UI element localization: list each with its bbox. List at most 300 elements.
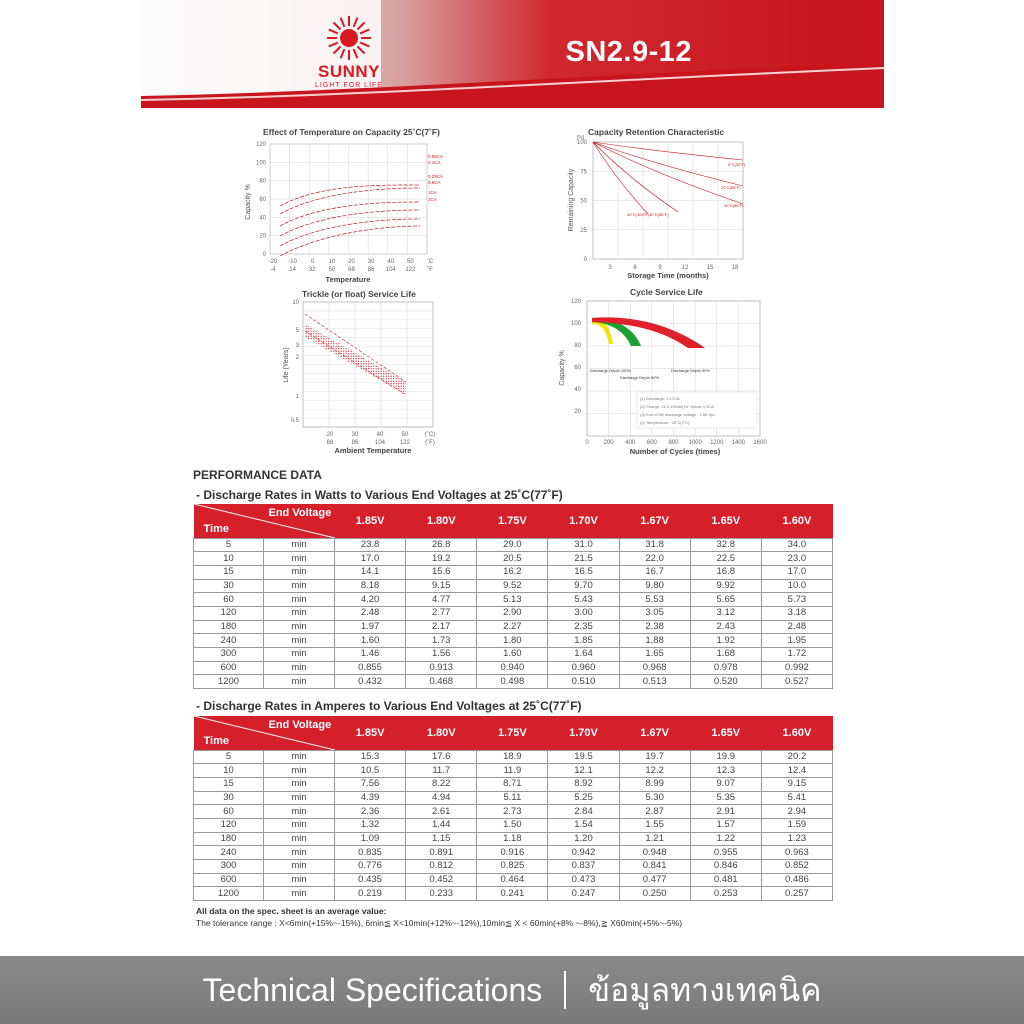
value-cell: 0.432 <box>335 675 406 689</box>
trickle-life-band <box>305 324 406 395</box>
column-header: 1.67V <box>640 514 669 527</box>
value-cell: 15.3 <box>335 750 406 764</box>
value-cell: 0.247 <box>548 887 619 901</box>
value-cell: 8.18 <box>335 579 406 593</box>
trickle-upper-line <box>305 314 406 382</box>
watts-table-title: - Discharge Rates in Watts to Various End Voltages at 25˚C(77˚F) <box>196 488 563 502</box>
column-header: 1.65V <box>711 514 741 527</box>
value-cell: 3.18 <box>761 606 832 620</box>
x-tick-label: 30 <box>367 259 375 265</box>
value-cell: 2.90 <box>477 606 548 620</box>
y-tick-label: 100 <box>570 321 581 327</box>
x-tick-label: 9 <box>658 265 662 271</box>
x-tick-label: 50 <box>401 432 409 438</box>
value-cell: 1.95 <box>761 634 832 648</box>
time-cell: 10 <box>194 552 264 566</box>
y-tick-label: 100 <box>576 140 587 146</box>
table-row <box>194 538 833 552</box>
value-cell: 0.510 <box>548 675 619 689</box>
temperature-xlabel: Temperature <box>325 275 371 284</box>
sunny-logo <box>301 8 397 98</box>
value-cell: 4.39 <box>335 791 406 805</box>
temperature-curve <box>280 210 420 236</box>
value-cell: 0.837 <box>548 860 619 874</box>
table-row <box>194 791 833 805</box>
x-tick-label: 6 <box>633 265 637 271</box>
value-cell: 5.11 <box>477 791 548 805</box>
cycle-ylabel: Capacity % <box>559 350 566 386</box>
temperature-series-label: 0.1CA <box>428 160 441 165</box>
characteristic-charts <box>240 120 780 465</box>
value-cell: 0.473 <box>548 873 619 887</box>
value-cell: 23.8 <box>335 538 406 552</box>
retention-series-label: 20˚C(68˚F) <box>721 185 741 190</box>
value-cell: 9.15 <box>406 579 477 593</box>
x-tick-label: -10 <box>288 259 297 265</box>
temperature-series-label: 1CA <box>428 190 437 195</box>
value-cell: 22.0 <box>619 552 690 566</box>
temperature-chart-title: Effect of Temperature on Capacity 25˚C(7˚F) <box>263 127 440 137</box>
value-cell: 0.435 <box>335 873 406 887</box>
table-row <box>194 552 833 566</box>
x-tick-label: 12 <box>681 265 689 271</box>
table-row <box>194 846 833 860</box>
time-label: Time <box>203 735 229 747</box>
unit-cell: min <box>264 887 335 901</box>
retention-curve <box>593 142 678 212</box>
value-cell: 0.250 <box>619 887 690 901</box>
value-cell: 17.0 <box>335 552 406 566</box>
value-cell: 2.61 <box>406 805 477 819</box>
x-tick-label: 1200 <box>710 440 724 446</box>
value-cell: 0.253 <box>690 887 761 901</box>
column-header: 1.60V <box>782 514 812 527</box>
table-row <box>194 887 833 901</box>
value-cell: 0.948 <box>619 846 690 860</box>
time-cell: 15 <box>194 777 264 791</box>
value-cell: 1.85 <box>548 634 619 648</box>
model-number: SN2.9-12 <box>565 36 692 68</box>
unit-cell: min <box>264 832 335 846</box>
time-cell: 240 <box>194 846 264 860</box>
value-cell: 5.13 <box>477 593 548 607</box>
x-tick-label: 40 <box>387 259 395 265</box>
value-cell: 1.57 <box>690 818 761 832</box>
y-tick-label: 40 <box>574 387 581 393</box>
value-cell: 5.30 <box>619 791 690 805</box>
retention-series-label: 30˚C(86˚F) <box>649 212 669 217</box>
value-cell: 0.835 <box>335 846 406 860</box>
trickle-xlabel: Ambient Temperature <box>334 446 412 455</box>
unit-cell: min <box>264 634 335 648</box>
trickle-chart <box>283 289 435 455</box>
value-cell: 29.0 <box>477 538 548 552</box>
cycle-note-2: (2) Charge: 2V.2.4V/cell(16~4)max 0.3CA <box>640 404 714 409</box>
y-tick-label: 75 <box>580 169 587 176</box>
value-cell: 3.12 <box>690 606 761 620</box>
time-label: Time <box>203 523 229 535</box>
footer-bar <box>0 956 1024 1024</box>
temperature-series-label: 0.6CA <box>428 180 441 185</box>
value-cell: 0.464 <box>477 873 548 887</box>
cycle-chart-title: Cycle Service Life <box>630 287 703 297</box>
unit-cell: min <box>264 565 335 579</box>
x-tick-label: 800 <box>668 440 679 446</box>
value-cell: 2.91 <box>690 805 761 819</box>
brand-tagline: LIGHT FOR LIFE <box>315 82 383 89</box>
table-row <box>194 832 833 846</box>
y-tick-label: 10 <box>292 300 299 306</box>
table-corner <box>194 504 335 538</box>
time-cell: 60 <box>194 805 264 819</box>
value-cell: 11.9 <box>477 764 548 778</box>
value-cell: 5.25 <box>548 791 619 805</box>
value-cell: 2.35 <box>548 620 619 634</box>
value-cell: 14.1 <box>335 565 406 579</box>
value-cell: 19.7 <box>619 750 690 764</box>
column-header: 1.80V <box>426 726 456 739</box>
value-cell: 0.916 <box>477 846 548 860</box>
value-cell: 1.56 <box>406 648 477 662</box>
watts-table <box>193 504 833 689</box>
x-tick-label: 68 <box>348 267 355 273</box>
table-row <box>194 634 833 648</box>
value-cell: 1.59 <box>761 818 832 832</box>
value-cell: 0.855 <box>335 661 406 675</box>
temperature-series-label: 2CA <box>428 197 437 202</box>
value-cell: 1.54 <box>548 818 619 832</box>
y-tick-label: 1 <box>295 394 299 400</box>
unit-cell: min <box>264 648 335 662</box>
value-cell: 1.60 <box>335 634 406 648</box>
value-cell: 16.2 <box>477 565 548 579</box>
value-cell: 2.17 <box>406 620 477 634</box>
x-tick-label: 0 <box>310 259 314 265</box>
value-cell: 1.60 <box>477 648 548 662</box>
value-cell: 23.0 <box>761 552 832 566</box>
value-cell: 2.48 <box>761 620 832 634</box>
unit-cell: min <box>264 791 335 805</box>
unit-cell: min <box>264 805 335 819</box>
x-tick-label: 1000 <box>688 440 702 446</box>
y-tick-label: 120 <box>255 142 266 148</box>
x-tick-label: (˚F) <box>425 440 435 446</box>
column-header: 1.67V <box>640 726 669 739</box>
retention-chart <box>568 127 746 280</box>
table-corner <box>194 716 335 750</box>
value-cell: 15.6 <box>406 565 477 579</box>
value-cell: 22.5 <box>690 552 761 566</box>
unit-cell: min <box>264 538 335 552</box>
value-cell: 2.48 <box>335 606 406 620</box>
time-cell: 30 <box>194 791 264 805</box>
value-cell: 4.20 <box>335 593 406 607</box>
time-cell: 180 <box>194 832 264 846</box>
cycle-xlabel: Number of Cycles (times) <box>629 447 721 456</box>
value-cell: 1.65 <box>619 648 690 662</box>
footer-separator <box>564 971 566 1009</box>
table-row <box>194 593 833 607</box>
value-cell: 9.80 <box>619 579 690 593</box>
value-cell: 0.452 <box>406 873 477 887</box>
time-cell: 120 <box>194 818 264 832</box>
table-row <box>194 675 833 689</box>
value-cell: 31.0 <box>548 538 619 552</box>
value-cell: 0.812 <box>406 860 477 874</box>
x-tick-label: 0 <box>585 440 589 446</box>
temperature-ylabel: Capacity % <box>245 184 252 220</box>
value-cell: 11.7 <box>406 764 477 778</box>
value-cell: 1.23 <box>761 832 832 846</box>
unit-cell: min <box>264 750 335 764</box>
brand-name: SUNNY <box>317 62 380 81</box>
value-cell: 1.32 <box>335 818 406 832</box>
table-header-row <box>194 716 833 750</box>
value-cell: 20.5 <box>477 552 548 566</box>
x-tick-label: -4 <box>270 267 276 273</box>
footer-title-th: ข้อมูลทางเทคนิค <box>588 971 822 1008</box>
value-cell: 1.73 <box>406 634 477 648</box>
value-cell: 9.52 <box>477 579 548 593</box>
table-row <box>194 606 833 620</box>
value-cell: 19.9 <box>690 750 761 764</box>
value-cell: 1.22 <box>690 832 761 846</box>
value-cell: 1.72 <box>761 648 832 662</box>
footer-title-en: Technical Specifications <box>202 971 543 1008</box>
table-row <box>194 818 833 832</box>
value-cell: 4.77 <box>406 593 477 607</box>
unit-cell: min <box>264 860 335 874</box>
value-cell: 0.468 <box>406 675 477 689</box>
time-cell: 5 <box>194 538 264 552</box>
y-tick-label: 0 <box>262 252 266 258</box>
value-cell: 0.978 <box>690 661 761 675</box>
value-cell: 1.20 <box>548 832 619 846</box>
value-cell: 2.36 <box>335 805 406 819</box>
y-tick-label: 80 <box>259 178 266 185</box>
performance-title: PERFORMANCE DATA <box>193 468 322 482</box>
y-tick-label: 60 <box>259 197 266 203</box>
unit-cell: min <box>264 764 335 778</box>
value-cell: 34.0 <box>761 538 832 552</box>
column-header: 1.60V <box>782 726 812 739</box>
x-tick-label: 18 <box>731 265 739 271</box>
amps-table-title: - Discharge Rates in Amperes to Various End Voltages at 25˚C(77˚F) <box>196 699 582 713</box>
x-tick-label: 40 <box>376 432 384 438</box>
time-cell: 5 <box>194 750 264 764</box>
x-tick-label: 20 <box>348 259 355 265</box>
table-row <box>194 565 833 579</box>
value-cell: 31.8 <box>619 538 690 552</box>
column-header: 1.75V <box>497 726 527 739</box>
end-voltage-label: End Voltage <box>268 719 332 731</box>
value-cell: 7.56 <box>335 777 406 791</box>
value-cell: 0.852 <box>761 860 832 874</box>
value-cell: 0.891 <box>406 846 477 860</box>
cycle-label-30: Discharge Depth 30% <box>671 368 710 373</box>
temperature-series-label: 0.25CA <box>428 174 444 179</box>
y-tick-label: 80 <box>574 343 581 349</box>
time-cell: 600 <box>194 661 264 675</box>
table-row <box>194 764 833 778</box>
y-tick-label: 0.5 <box>290 418 299 424</box>
retention-series-label: 40˚C(104˚F) <box>627 212 649 217</box>
x-tick-label: -20 <box>268 259 278 265</box>
y-tick-label: 100 <box>255 160 266 167</box>
value-cell: 1.97 <box>335 620 406 634</box>
value-cell: 1.09 <box>335 832 406 846</box>
column-header: 1.65V <box>711 726 741 739</box>
time-cell: 240 <box>194 634 264 648</box>
sun-icon <box>301 8 397 62</box>
table-row <box>194 648 833 662</box>
retention-unit: [%] <box>577 135 585 141</box>
value-cell: 0.940 <box>477 661 548 675</box>
value-cell: 9.92 <box>690 579 761 593</box>
cycle-note-3: (3) End of life discharge voltage : 1.65 Vpc <box>640 412 716 417</box>
x-tick-label: 15 <box>706 265 714 271</box>
y-tick-label: 50 <box>580 198 587 205</box>
value-cell: 8.99 <box>619 777 690 791</box>
table-row <box>194 860 833 874</box>
value-cell: 1.55 <box>619 818 690 832</box>
value-cell: 3.05 <box>619 606 690 620</box>
table-row <box>194 805 833 819</box>
value-cell: 16.5 <box>548 565 619 579</box>
time-cell: 600 <box>194 873 264 887</box>
value-cell: 12.2 <box>619 764 690 778</box>
time-cell: 300 <box>194 648 264 662</box>
value-cell: 19.2 <box>406 552 477 566</box>
x-tick-label: 30 <box>351 432 359 438</box>
column-header: 1.85V <box>355 514 385 527</box>
retention-xlabel: Storage Time (months) <box>627 271 709 280</box>
value-cell: 1.88 <box>619 634 690 648</box>
y-tick-label: 20 <box>259 233 266 240</box>
x-tick-label: 32 <box>308 267 316 273</box>
value-cell: 0.992 <box>761 661 832 675</box>
value-cell: 0.960 <box>548 661 619 675</box>
value-cell: 5.43 <box>548 593 619 607</box>
cycle-chart <box>559 287 767 456</box>
value-cell: 2.43 <box>690 620 761 634</box>
table-row <box>194 750 833 764</box>
value-cell: 9.15 <box>761 777 832 791</box>
x-tick-label: ˚C <box>426 259 434 265</box>
value-cell: 10.0 <box>761 579 832 593</box>
unit-cell: min <box>264 606 335 620</box>
value-cell: 1.50 <box>477 818 548 832</box>
cycle-note-4: (4) Temperature : 25˚C(2˚C) <box>640 420 690 425</box>
x-tick-label: (˚C) <box>424 432 436 438</box>
value-cell: 8.22 <box>406 777 477 791</box>
value-cell: 0.527 <box>761 675 832 689</box>
time-cell: 30 <box>194 579 264 593</box>
value-cell: 5.53 <box>619 593 690 607</box>
value-cell: 5.73 <box>761 593 832 607</box>
temperature-curve <box>280 226 420 256</box>
y-tick-label: 120 <box>570 299 581 305</box>
unit-cell: min <box>264 873 335 887</box>
value-cell: 21.5 <box>548 552 619 566</box>
column-header: 1.70V <box>569 726 598 739</box>
table-row <box>194 777 833 791</box>
value-cell: 2.77 <box>406 606 477 620</box>
unit-cell: min <box>264 552 335 566</box>
x-tick-label: 50 <box>407 259 414 265</box>
x-tick-label: 10 <box>328 259 336 265</box>
time-cell: 300 <box>194 860 264 874</box>
unit-cell: min <box>264 620 335 634</box>
value-cell: 26.8 <box>406 538 477 552</box>
header-background <box>141 0 884 108</box>
x-tick-label: 20 <box>326 432 334 438</box>
y-tick-label: 0 <box>583 257 587 263</box>
x-tick-label: 200 <box>603 440 614 446</box>
time-cell: 180 <box>194 620 264 634</box>
y-tick-label: 20 <box>574 409 581 415</box>
value-cell: 2.73 <box>477 805 548 819</box>
y-tick-label: 2 <box>295 355 299 361</box>
value-cell: 1.92 <box>690 634 761 648</box>
column-header: 1.75V <box>497 514 527 527</box>
notes-heading: All data on the spec. sheet is an average value: <box>196 906 387 916</box>
x-tick-label: 86 <box>351 440 359 446</box>
table-row <box>194 873 833 887</box>
y-tick-label: 60 <box>574 365 581 371</box>
trickle-chart-title: Trickle (or float) Service Life <box>302 289 416 299</box>
value-cell: 0.841 <box>619 860 690 874</box>
unit-cell: min <box>264 579 335 593</box>
time-cell: 10 <box>194 764 264 778</box>
value-cell: 8.71 <box>477 777 548 791</box>
time-cell: 60 <box>194 593 264 607</box>
value-cell: 0.942 <box>548 846 619 860</box>
value-cell: 0.477 <box>619 873 690 887</box>
x-tick-label: 104 <box>385 267 396 273</box>
x-tick-label: 122 <box>399 440 411 446</box>
value-cell: 0.219 <box>335 887 406 901</box>
value-cell: 16.8 <box>690 565 761 579</box>
y-tick-label: 3 <box>295 343 299 349</box>
value-cell: 1.46 <box>335 648 406 662</box>
value-cell: 4.94 <box>406 791 477 805</box>
x-tick-label: 600 <box>646 440 657 446</box>
retention-curve <box>593 142 648 214</box>
value-cell: 0.955 <box>690 846 761 860</box>
value-cell: 32.8 <box>690 538 761 552</box>
notes-tolerance: The tolerance range : X<6min(+15%~-15%), 6min≦ X<10min(+12%~-12%),10min≦ X < 60min(+8% ~-8%),≧ X60min(+5%~-5%) <box>196 918 683 928</box>
unit-cell: min <box>264 846 335 860</box>
value-cell: 0.825 <box>477 860 548 874</box>
value-cell: 1.68 <box>690 648 761 662</box>
value-cell: 18.9 <box>477 750 548 764</box>
x-tick-label: 104 <box>374 440 386 446</box>
time-cell: 120 <box>194 606 264 620</box>
retention-ylabel: Remaining Capacity <box>568 168 575 232</box>
value-cell: 0.486 <box>761 873 832 887</box>
value-cell: 16.7 <box>619 565 690 579</box>
value-cell: 0.241 <box>477 887 548 901</box>
x-tick-label: 400 <box>625 440 636 446</box>
x-tick-label: 86 <box>367 267 375 273</box>
time-cell: 1200 <box>194 675 264 689</box>
value-cell: 0.513 <box>619 675 690 689</box>
temperature-series-label: 0.05CA <box>428 154 444 159</box>
value-cell: 1.44 <box>406 818 477 832</box>
time-cell: 1200 <box>194 887 264 901</box>
value-cell: 0.481 <box>690 873 761 887</box>
